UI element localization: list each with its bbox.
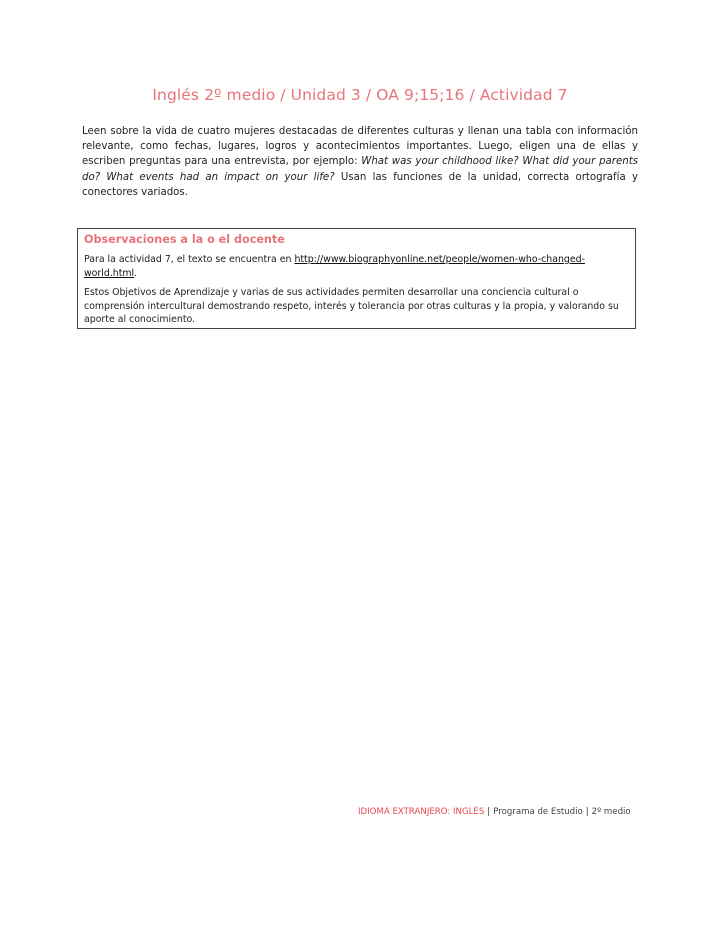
footer-subject: IDIOMA EXTRANJERO: INGLÉS [358, 807, 485, 817]
activity-text-part2: Usan las funciones de la unidad, correcta ortografía y conectores variados. [82, 171, 638, 198]
footer-separator: | [487, 807, 491, 817]
footer-program: Programa de Estudio [493, 807, 583, 817]
page-footer [358, 807, 631, 817]
footer-separator: | [585, 807, 589, 817]
activity-description [82, 124, 638, 200]
source-suffix: . [134, 267, 138, 279]
page-title: Inglés 2º medio / Unidad 3 / OA 9;15;16 / Actividad 7 [152, 86, 568, 104]
observations-paragraph-objectives: Estos Objetivos de Aprendizaje y varias de sus actividades permiten desarrollar una conciencia cultural o comprensión intercultural demostrando respeto, interés y tolerancia por otras culturas y la propia, y valorando su aporte al conocimiento. [84, 287, 619, 326]
observations-paragraph-source [84, 253, 629, 280]
activity-text-part1: Leen sobre la vida de cuatro mujeres destacadas de diferentes culturas y llenan una tabla con información relevante, como fechas, lugares, logros y acontecimientos importantes. Luego, eligen una de ellas y escriben preguntas para una entrevista, por ejemplo: [82, 126, 638, 168]
footer-level: 2º medio [591, 807, 631, 817]
activity-example-questions: What was your childhood like? What did your parents do? What events had an impact on your life? [82, 156, 638, 183]
observations-title: Observaciones a la o el docente [84, 233, 285, 246]
teacher-observations-box [77, 228, 636, 329]
source-text: Para la actividad 7, el texto se encuentra en [84, 254, 295, 265]
source-link[interactable]: http://www.biographyonline.net/people/women-who-changed-world.html [84, 254, 585, 279]
